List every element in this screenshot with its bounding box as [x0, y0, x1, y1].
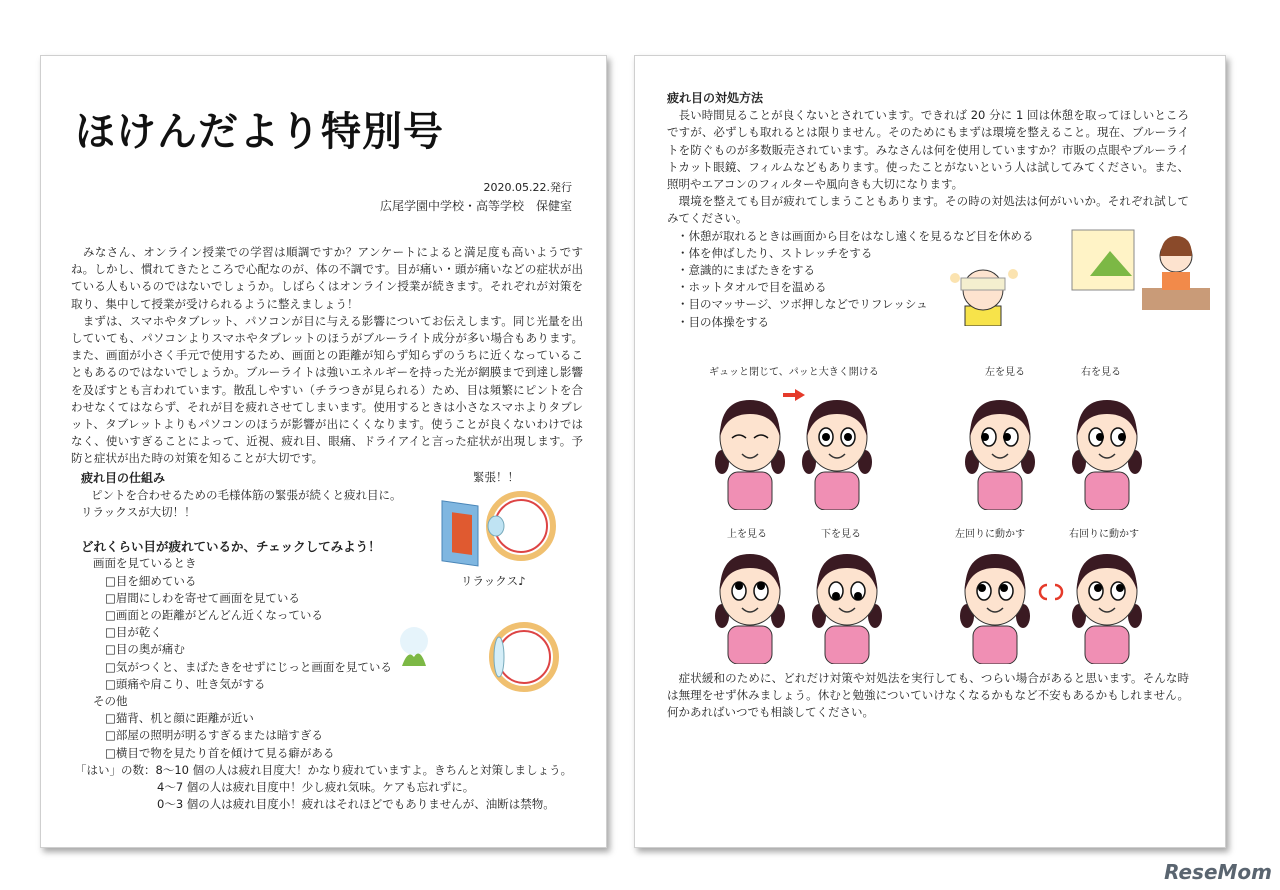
- resemom-logo: ReseMom: [1164, 860, 1272, 884]
- remedies-paragraph-2: 環境を整えても目が疲れてしまうこともあります。その時の対処法は何がいいか。それぞれ試してみてください。: [667, 194, 1189, 226]
- issue-date: 2020.05.22.発行: [483, 181, 572, 194]
- girl-eyes-open: [801, 392, 873, 510]
- rotate-arrows-icon: [1033, 581, 1069, 603]
- mechanism-relax: リラックスが大切！！: [81, 505, 196, 520]
- mechanism-heading: 疲れ目の仕組み: [81, 470, 166, 485]
- checklist-item[interactable]: □画面との距離がどんどん近くなっている: [105, 608, 323, 623]
- exercise-label-counterclockwise: 左回りに動かす: [955, 529, 1025, 540]
- window-girl-illustration: [1070, 226, 1210, 311]
- checklist-item[interactable]: □猫背、机と顔に距離が近い: [105, 711, 254, 726]
- girl-look-up: [714, 546, 786, 664]
- tip-item: ・目の体操をする: [677, 314, 769, 329]
- page1-body: [71, 244, 583, 814]
- remedies-heading: 疲れ目の対処方法: [667, 91, 764, 105]
- newsletter-page-1: [40, 55, 607, 848]
- result-low: 0～3 個の人は疲れ目度小！疲れはそれほどでもありませんが、油断は禁物。: [157, 797, 555, 812]
- checklist-item[interactable]: □横目で物を見たり首を傾けて見る癖がある: [105, 745, 335, 760]
- hot-towel-illustration: [945, 254, 1021, 326]
- tension-label: 緊張！！: [473, 470, 519, 484]
- screen-effects-paragraph: まずは、スマホやタブレット、パソコンが目に与える影響についてお伝えします。同じ光量を出していても、パソコンよりスマホやタブレットのほうがブルーライト成分が多い場合もあります。また、画面が小さく手元で使用するため、画面との距離が知らず知らずのうちに近くなっていることもあるのではないでしょうか。ブルーライトは強いエネルギーを持った光が網膜まで到達し影響を及ぼすとも言われています。散乱しやすい（チラつきが見られる）ため、目は頻繁にピントを合わせなくてはならず、それが目を疲れさせてしまいます。使用するときは小さなスマホよりタブレット、タブレットよりもパソコンのほうが影響が出にくくなります。使うことが良くないわけではなく、使いすぎることによって、近視、疲れ目、眼痛、ドライアイと言った症状が出現します。予防と症状が出た時の対策を知ることが大切です。: [71, 313, 583, 466]
- result-high: 「はい」の数：8～10 個の人は疲れ目度大！かなり疲れていますよ。きちんと対策しましょう。: [75, 762, 573, 777]
- exercise-label-down: 下を見る: [821, 529, 861, 540]
- girl-rotate-left: [959, 546, 1031, 664]
- checklist-item[interactable]: □頭痛や肩こり、吐き気がする: [105, 676, 266, 691]
- relax-label: リラックス♪: [461, 574, 526, 588]
- exercise-label-left: 左を見る: [985, 367, 1025, 378]
- exercise-label-clockwise: 右回りに動かす: [1069, 529, 1139, 540]
- checklist-item[interactable]: □気がつくと、まばたきをせずにじっと画面を見ている: [105, 659, 392, 674]
- newsletter-title: ほけんだより特別号: [75, 109, 444, 155]
- girl-eyes-closed: [714, 392, 786, 510]
- girl-look-down: [811, 546, 883, 664]
- exercise-label-right: 右を見る: [1081, 367, 1121, 378]
- exercise-label-up: 上を見る: [727, 529, 767, 540]
- tip-item: ・意識的にまばたきをする: [677, 263, 815, 278]
- girl-rotate-right: [1071, 546, 1143, 664]
- checklist-heading: どれくらい目が疲れているか、チェックしてみよう！: [81, 539, 381, 555]
- tip-item: ・目のマッサージ、ツボ押しなどでリフレッシュ: [677, 297, 928, 312]
- newsletter-page-2: [634, 55, 1226, 848]
- exercise-label-blink: ギュッと閉じて、パッと大きく開ける: [709, 367, 879, 378]
- remedies-paragraph: 長い時間見ることが良くないとされています。できれば 20 分に 1 回は休憩を取ってほしいところですが、必ずしも取れるとは限りません。そのためにもまずは環境を整えること。現在、ブルーライトを防ぐものが多数販売されています。みなさんは何を使用していますか？市販の点眼やブルーライトカット眼鏡、フィルムなどもあります。使ったことがないという人は試してみてください。また、照明やエアコンのフィルターや風向きも大切になります。: [667, 108, 1189, 192]
- checklist-item[interactable]: □眉間にしわを寄せて画面を見ている: [105, 590, 300, 605]
- result-mid: 4～7 個の人は疲れ目度中！少し疲れ気味。ケアも忘れずに。: [157, 780, 475, 795]
- tip-item: ・ホットタオルで目を温める: [677, 280, 827, 295]
- checklist-item[interactable]: □目の奥が痛む: [105, 642, 185, 657]
- mechanism-text: ピントを合わせるための毛様体筋の緊張が続くと疲れ目に。: [91, 487, 402, 502]
- checklist-group-other: その他: [93, 694, 128, 709]
- closing-paragraph: 症状緩和のために、どれだけ対策や対処法を実行しても、つらい場合があると思います。そんな時は無理をせず休みましょう。休むと勉強についていけなくなるかもなど不安もあるかもしれません。何かあればいつでも相談してください。: [667, 671, 1189, 720]
- checklist-item[interactable]: □部屋の照明が明るすぎるまたは暗すぎる: [105, 728, 323, 743]
- intro-paragraph: みなさん、オンライン授業での学習は順調ですか？アンケートによると満足度も高いようですね。しかし、慣れてきたところで心配なのが、体の不調です。目が痛い・頭が痛いなどの症状が出ている人もいるのではないでしょうか。しばらくはオンライン授業が続きます。それぞれが対策を取り、集中して授業が受けられるように整えましょう！: [71, 245, 583, 311]
- publisher: 広尾学園中学校・高等学校 保健室: [379, 199, 572, 213]
- checklist-item[interactable]: □目が乾く: [105, 625, 162, 640]
- checklist-item[interactable]: □目を細めている: [105, 573, 197, 588]
- tip-item: ・休憩が取れるときは画面から目をはなし遠くを見るなど目を休める: [677, 228, 1034, 243]
- tip-item: ・体を伸ばしたり、ストレッチをする: [677, 245, 873, 260]
- girl-look-left: [964, 392, 1036, 510]
- checklist-group-screen: 画面を見ているとき: [93, 556, 197, 571]
- girl-look-right: [1071, 392, 1143, 510]
